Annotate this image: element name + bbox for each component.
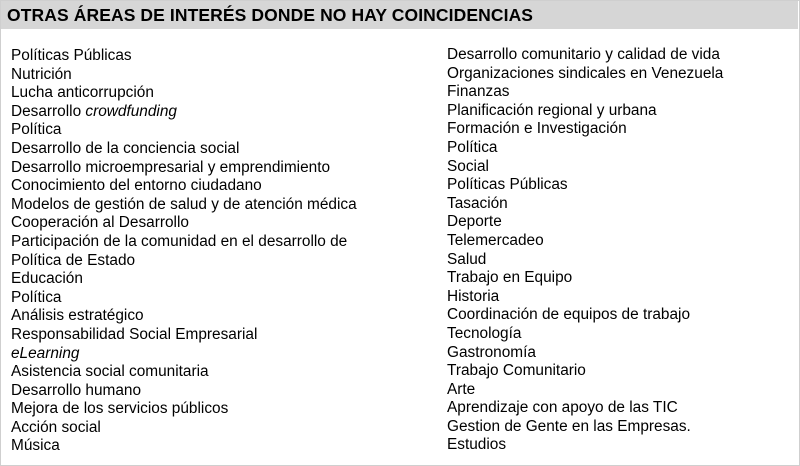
list-item: Conocimiento del entorno ciudadano	[11, 177, 262, 195]
table-header	[1, 1, 798, 29]
list-item: Educación	[11, 270, 83, 288]
left-area-list	[11, 47, 357, 456]
list-item: Social	[447, 157, 489, 175]
list-item: Políticas Públicas	[11, 47, 132, 64]
list-item: Política	[11, 121, 62, 139]
list-item: Tasación	[447, 194, 508, 212]
list-item: Acción social	[11, 418, 101, 436]
list-item: Trabajo Comunitario	[447, 362, 586, 380]
list-item: Telemercadeo	[447, 231, 544, 249]
list-item: Política	[447, 138, 498, 156]
list-item	[11, 103, 357, 122]
list-item: Responsabilidad Social Empresarial	[11, 325, 258, 343]
list-item: Coordinación de equipos de trabajo	[447, 306, 691, 324]
list-item: Participación de la comunidad en el desarrollo de	[11, 232, 348, 250]
list-item: Políticas Públicas	[447, 176, 568, 194]
list-item: Nutrición	[11, 65, 72, 83]
list-item: Arte	[447, 380, 476, 398]
list-item: Mejora de los servicios públicos	[11, 400, 229, 418]
list-item: Cooperación al Desarrollo	[11, 214, 189, 232]
list-item: Política de Estado	[11, 251, 136, 269]
list-item: Organizaciones sindicales en Venezuela	[447, 64, 724, 82]
list-item: Análisis estratégico	[11, 307, 144, 325]
list-item: eLearning	[11, 344, 80, 362]
list-item-text: Desarrollo	[11, 102, 82, 120]
list-item: Política	[11, 288, 62, 306]
list-item: Música	[11, 437, 60, 455]
list-item: Planificación regional y urbana	[447, 101, 657, 119]
list-item: Desarrollo comunitario y calidad de vida	[447, 46, 720, 63]
list-item: Gestion de Gente en las Empresas.	[447, 417, 691, 435]
list-item: Asistencia social comunitaria	[11, 363, 209, 381]
list-item-italic-text: crowdfunding	[85, 102, 177, 120]
list-item: Finanzas	[447, 83, 510, 101]
list-item: Gastronomía	[447, 343, 536, 361]
list-item: Trabajo en Equipo	[447, 269, 573, 287]
list-item: Deporte	[447, 213, 502, 231]
table-title: OTRAS ÁREAS DE INTERÉS DONDE NO HAY COINCIDENCIAS	[7, 5, 534, 25]
list-item: Historia	[447, 287, 500, 305]
list-item: Aprendizaje con apoyo de las TIC	[447, 399, 678, 417]
list-item: Desarrollo humano	[11, 381, 142, 399]
list-item: Salud	[447, 250, 487, 268]
list-item: Estudios	[447, 436, 507, 454]
list-item: Modelos de gestión de salud y de atención médica	[11, 195, 357, 213]
list-item: Formación e Investigación	[447, 120, 627, 138]
list-item: Lucha anticorrupción	[11, 84, 154, 102]
list-item: Tecnología	[447, 324, 522, 342]
list-item: Desarrollo de la conciencia social	[11, 139, 240, 157]
right-area-list	[447, 46, 723, 455]
list-item: Desarrollo microempresarial y emprendimiento	[11, 158, 331, 176]
